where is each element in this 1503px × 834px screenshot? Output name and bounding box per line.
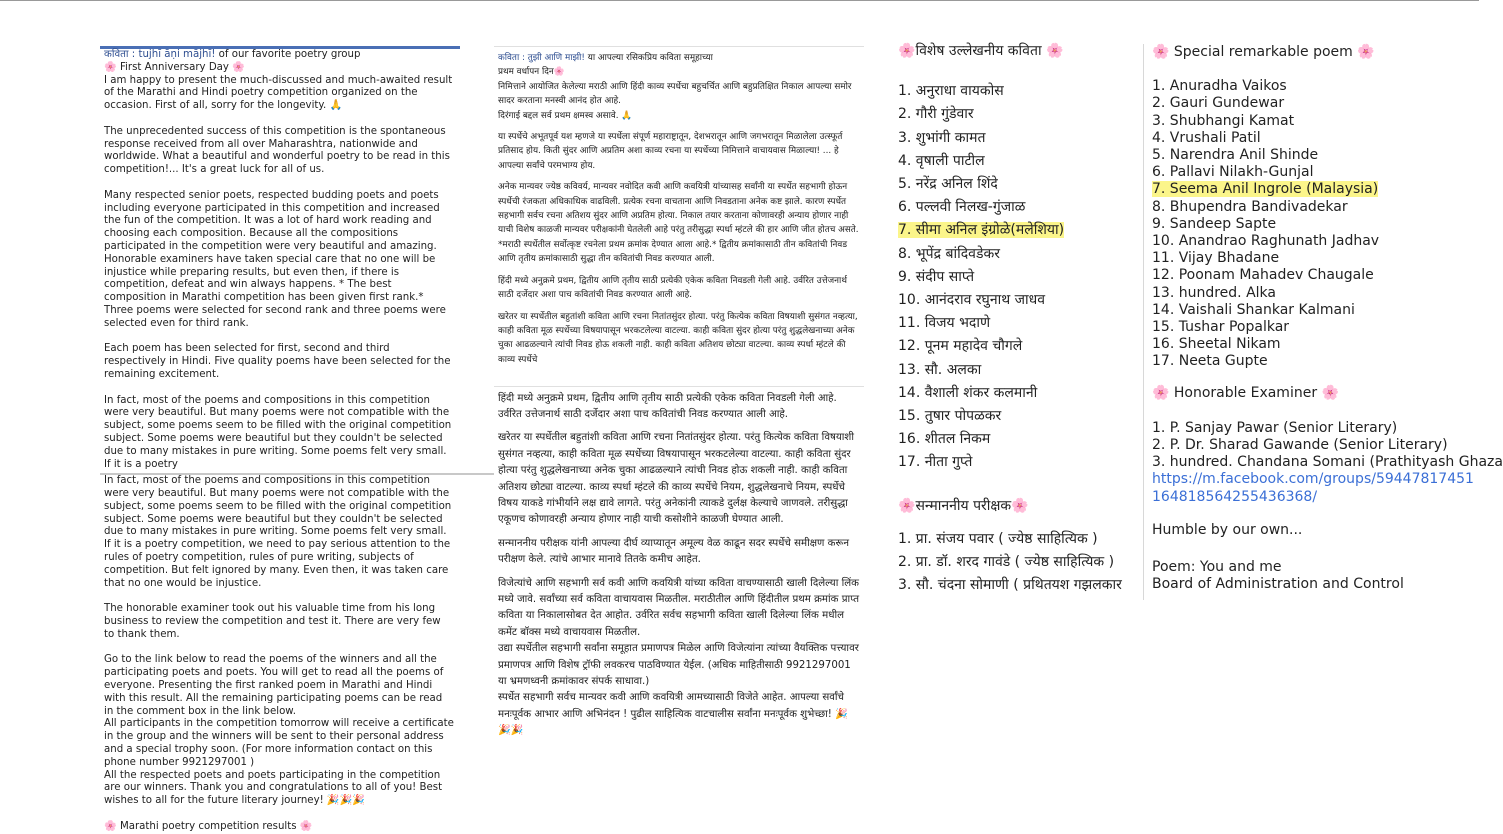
spacer <box>898 518 1138 528</box>
poet-list <box>1152 78 1479 370</box>
list-item: 1. अनुराधा वायकोस <box>898 83 1004 100</box>
marathi-winners-column <box>898 40 1138 598</box>
paragraph: उद्या स्पर्धेतील सहभागी सर्वांना समूहात प्रमाणपत्र मिळेल आणि विजेत्यांना त्यांच्या वैयक्तिक पत्त्यावर प्रमाणपत्र आणि विशेष ट्रॉफी लवकरच पाठविण्यात येईल. (अधिक माहितीसाठी 9921297001 या भ्रमणध्वनी क्रमांकावर संपर्क साधावा.) <box>498 643 859 687</box>
examiner-title <box>898 495 1138 518</box>
section-title <box>1152 44 1479 61</box>
examiner-list <box>1152 419 1503 472</box>
paragraph: The unprecedented success of this competition is the spontaneous response received from all over Maharashtra, nationwide and worldwide. What a beautiful and wonderful poetry to be read in this competition!... It's a great luck for all of us. <box>104 125 450 176</box>
list-item: 15. तुषार पोपळकर <box>898 408 1002 425</box>
anniversary-text: First Anniversary Day <box>119 61 229 73</box>
group-name-link[interactable]: कविता : तुझी आणि माझी! <box>498 53 585 63</box>
flower-icon: 🌸 <box>1357 44 1375 60</box>
list-item: 14. Vaishali Shankar Kalmani <box>1152 301 1355 318</box>
paragraph: स्पर्धेत सहभागी सर्वच मान्यवर कवी आणि कवयित्री आमच्यासाठी विजेते आहेत. आपल्या सर्वांचे मनःपूर्वक आभार आणि अभिनंदन ! पुढील साहित्यिक वाटचालीस सर्वांना मनःपूर्वक शुभेच्छा! 🎉🎉🎉 <box>498 692 848 737</box>
paragraph: हिंदी मध्ये अनुक्रमे प्रथम, द्वितीय आणि तृतीय साठी प्रत्येकी एकेक कविता निवडली गेली आहे. उर्वरित उत्तेजनार्थ साठी दर्जेदार अशा पाच कवितांची निवड करण्यात आली आहे. <box>498 392 837 420</box>
anniversary-line <box>498 65 860 79</box>
paragraph: सन्माननीय परीक्षक यांनी आपल्या दीर्घ व्याप्यातून अमूल्य वेळ काढून सदर स्पर्धेचे समीक्षण करून परीक्षण केले. त्यांचे आभार मानावे तितके कमीच आहेत. <box>498 537 850 566</box>
list-item: 10. Anandrao Raghunath Jadhav <box>1152 233 1380 250</box>
list-item: 5. नरेंद्र अनिल शिंदे <box>898 176 998 193</box>
flower-icon: 🌸 <box>1046 43 1064 59</box>
list-item: 8. Bhupendra Bandivadekar <box>1152 198 1348 215</box>
section-title-text: Special remarkable poem <box>1173 44 1353 60</box>
screenshot-seam <box>494 386 864 387</box>
flower-icon: 🌸 <box>1011 497 1029 514</box>
list-item: 12. पूनम महादेव चौगले <box>898 338 1023 355</box>
flower-icon: 🌸 <box>1321 384 1339 401</box>
board-text: Board of Administration and Control <box>1152 576 1404 593</box>
list-item: 6. Pallavi Nilakh-Gunjal <box>1152 164 1314 181</box>
list-item: 2. गौरी गुंडेवार <box>898 106 974 123</box>
post-header <box>104 49 454 62</box>
list-item: 13. सौ. अलका <box>898 361 982 378</box>
paragraph: खरेतर या स्पर्धेतील बहुतांशी कविता आणि रचना नितांतसुंदर होत्या. परंतु कित्येक कविता विषयाशी सुसंगत नव्हत्या, काही कविता मूळ स्पर्धेच्या विषयापासून भरकटलेल्या वाटल्या. काही कविता सुंदर होत्या परंतु शुद्धलेखनाच्या अनेक चुका आढळल्याने त्यांची निवड होऊ शकली नाही. काही कविता अतिशय छोट्या वाटल्या. काव्य स्पर्धा म्हंटले की काव्य स्पर्धेचे <box>498 311 858 365</box>
list-item: 15. Tushar Popalkar <box>1152 319 1290 336</box>
highlighted-name: 7. Seema Anil Ingrole (Malaysia) <box>1152 181 1379 198</box>
english-post-column <box>104 46 454 832</box>
spacer <box>898 475 1138 495</box>
list-item: 14. वैशाली शंकर कलमानी <box>898 384 1038 401</box>
list-item: 8. भूपेंद्र बांदिवडेकर <box>898 245 1000 262</box>
list-item: 1. Anuradha Vaikos <box>1152 78 1287 95</box>
examiner-list <box>898 528 1138 598</box>
paragraph: Each poem has been selected for first, second and third respectively in Hindi. Five quality poems have been selected for the remaining excitement. <box>104 343 451 380</box>
paragraph: निमित्ताने आयोजित केलेल्या मराठी आणि हिंदी काव्य स्पर्धेचा बहुचर्चित आणि बहुप्रतिक्षित निकाल आपल्या समोर सादर करताना मनस्वी आनंद होत आहे. <box>498 81 852 107</box>
list-item: 3. hundred. Chandana Somani (Prathityash Ghaza <box>1152 454 1503 471</box>
paragraph: In fact, most of the poems and compositions in this competition were very beautiful. But many poems were not compatible with the subject, some poems seem to be filled with the original competition subject. Some poems were beautiful but they couldn't be selected due to many mistakes in pure writing. Some poems felt very small. If it is a poetry competition, we need to pay serious attention to the rules of poetry competition, rules of pure writing, subjects of competition. But felt ignored by many. Even then, it was taken care that no one would be injustice. <box>104 475 452 589</box>
facebook-group-link[interactable]: https://m.facebook.com/groups/594478174511648185642554363​68/ <box>1152 471 1474 505</box>
spacer <box>1152 402 1479 420</box>
list-item: 9. Sandeep Sapte <box>1152 215 1277 232</box>
examiner-title-text: सन्माननीय परीक्षक <box>915 497 1012 514</box>
list-item: 2. प्रा. डॉ. शरद गावंडे ( ज्येष्ठ साहित्यिक ) <box>898 554 1115 571</box>
poem-text: Poem: You and me <box>1152 559 1282 576</box>
list-item: 17. नीता गुप्ते <box>898 454 973 471</box>
examiner-title <box>1152 385 1479 402</box>
paragraph: Go to the link below to read the poems of the winners and all the participating poets and poets. You will get to read all the poems of everyone. Presenting the first ranked poem in Marathi and Hindi with this result. All the remaining participating poems can be read in the comment box in the link below. <box>104 654 444 717</box>
list-item: 3. सौ. चंदना सोमाणी ( प्रथितयश गझलकार <box>898 577 1122 594</box>
list-item: 17. Neeta Gupte <box>1152 353 1268 370</box>
group-name-link[interactable]: कविता : tujhī āṇi mājhī! <box>104 49 216 60</box>
poet-list <box>898 80 1138 474</box>
paragraph-truncated <box>498 310 860 382</box>
flower-icon: 🌸 <box>1152 44 1170 60</box>
anniversary-text: प्रथम वर्धापन दिन <box>498 67 554 78</box>
list-item: 2. Gauri Gundewar <box>1152 95 1285 112</box>
highlighted-name: 7. सीमा अनिल इंग्रोळे(मलेशिया) <box>898 222 1065 239</box>
results-line <box>104 821 454 834</box>
spacer <box>1152 371 1479 385</box>
flower-icon: 🌸 <box>104 820 117 832</box>
paragraph: The honorable examiner took out his valuable time from his long business to review the competition and test it. There are very few to thank them. <box>104 603 441 640</box>
section-title-text: विशेष उल्लेखनीय कविता <box>915 43 1042 59</box>
paragraph: दिरंगाई बद्दल सर्व प्रथम क्षमस्व असावे. 🙏 <box>498 110 633 121</box>
flower-icon: 🌸 <box>232 61 245 73</box>
flower-icon: 🌸 <box>553 67 565 78</box>
paragraph: हिंदी मध्ये अनुक्रमे प्रथम, द्वितीय आणि तृतीय साठी प्रत्येकी एकेक कविता निवडली गेली आहे. उर्वरित उत्तेजनार्थ साठी दर्जेदार अशा पाच कवितांची निवड करण्यात आली आहे. <box>498 275 847 301</box>
paragraph: खरेतर या स्पर्धेतील बहुतांशी कविता आणि रचना नितांतसुंदर होत्या. परंतु कित्येक कविता विषयाशी सुसंगत नव्हत्या, काही कविता मूळ स्पर्धेच्या विषयापासून भरकटलेल्या वाटल्या. काही कविता सुंदर होत्या परंतु शुद्धलेखनाच्या अनेक चुका आढळल्याने त्यांची निवड होऊ शकली नाही. काही कविता अतिशय छोट्या वाटल्या. काव्य स्पर्धा म्हंटले की काव्य स्पर्धेचे नियम, शुद्धलेखनाचे नियम, स्पर्धेचे विषय याकडे गांभीर्याने लक्ष द्यावे लागते. परंतु अनेकांनी त्याकडे दुर्लक्ष केल्याचे जाणवले. तरीसुद्धा एकूणच कोणावरही अन्याय होणार नाही याची कसोशीने काळजी घेण्यात आली. <box>498 432 854 526</box>
flower-icon: 🌸 <box>1152 384 1170 401</box>
humble-text: Humble by our own... <box>1152 521 1303 538</box>
top-border <box>0 0 1479 1</box>
list-item: 6. पल्लवी निलख-गुंजाळ <box>898 199 1026 216</box>
paragraph: या स्पर्धेचे अभूतपूर्व यश म्हणजे या स्पर्धेला संपूर्ण महाराष्ट्रातून, देशभरातून आणि जगभरातून मिळालेला उत्स्फूर्त प्रतिसाद होय. किती सुंदर आणि अप्रतिम अशा काव्य रचना या स्पर्धेच्या निमित्ताने वाचायवास मिळाल्या! ... हे आपल्या सर्वांचे परमभाग्य होय. <box>498 132 843 171</box>
list-item: 11. Vijay Bhadane <box>1152 250 1280 267</box>
list-item: 4. Vrushali Patil <box>1152 129 1261 146</box>
english-winners-column <box>1152 44 1503 604</box>
list-item: 1. P. Sanjay Pawar (Senior Literary) <box>1152 419 1398 436</box>
list-item: 13. hundred. Alka <box>1152 284 1276 301</box>
results-text: Marathi poetry competition results <box>119 820 297 832</box>
list-item: 2. P. Dr. Sharad Gawande (Senior Literary) <box>1152 437 1448 454</box>
list-item: 12. Poonam Mahadev Chaugale <box>1152 267 1374 284</box>
paragraph: Many respected senior poets, respected budding poets and poets including everyone participated in this competition and increased the fun of the competition. It was a lot of hard work reading and choosing each composition. Because all the compositions participated in the competition were very beautiful and amazing. Honorable examiners have taken special care that no one will be injustice while preparing results, but even then, if there is competition, defeat and win always happens. * The best composition in Marathi competition has been given first rank.* Three poems were selected for second rank and three poems were selected even for third rank. <box>104 189 446 329</box>
anniversary-line <box>104 62 454 75</box>
paragraph: In fact, most of the poems and compositions in this competition were very beautiful. But many poems were not compatible with the subject, some poems seem to be filled with the original competition subject. Some poems were beautiful but they couldn't be selected due to many mistakes in pure writing. Some poems felt very small. If it is a poetry <box>104 394 452 470</box>
examiner-title-text: Honorable Examiner <box>1173 384 1318 401</box>
paragraph: अनेक मान्यवर ज्येष्ठ कविवर्य, मान्यवर नवोदित कवी आणि कवयित्री यांच्यासह सर्वांनी या स्पर्धेत सहभागी होऊन स्पर्धेची रंजकता अधिकाधिक वाढविली. प्रत्येक रचना वाचताना आणि निवडताना अनेक कष्ट झाले. कारण स्पर्धेत सहभागी सर्वच रचना अतिशय सुंदर आणि अप्रतिम होत्या. निकाल तयार करताना कोणावरही अन्याय होणार नाही याची विशेष काळजी मान्यवर परीक्षकांनी घेतलेली आहे परंतु तरीसुद्धा स्पर्धा म्हंटले की हार आणि जीत होतच असते. *मराठी स्पर्धेतील सर्वोत्कृष्ट रचनेला प्रथम क्रमांक देण्यात आला आहे.* द्वितीय क्रमांकासाठी तीन कवितांची निवड आणि तृतीय क्रमांकासाठी सुद्धा तीन कवितांची निवड करण्यात आली. <box>498 182 859 265</box>
list-item: 3. Shubhangi Kamat <box>1152 112 1295 129</box>
flower-icon: 🌸 <box>104 61 117 73</box>
list-item: 9. संदीप साप्ते <box>898 268 975 285</box>
list-item: 1. प्रा. संजय पवार ( ज्येष्ठ साहित्यिक ) <box>898 530 1098 547</box>
list-item: 10. आनंदराव रघुनाथ जाधव <box>898 292 1046 309</box>
flower-icon: 🌸 <box>898 497 916 514</box>
list-item: 11. विजय भदाणे <box>898 315 991 332</box>
paragraph: विजेत्यांचे आणि सहभागी सर्व कवी आणि कवयित्री यांच्या कविता वाचण्यासाठी खाली दिलेल्या लिंक मध्ये जावे. सर्वांच्या सर्व कविता वाचायवास मिळतील. मराठीतील आणि हिंदीतील प्रथम क्रमांक प्राप्त कविता या निकालासोबत देत आहोत. उर्वरित सर्वच सहभागी कविता खाली दिलेल्या लिंक मधील कमेंट बॉक्स मध्ये वाचायवास मिळतील. <box>498 577 860 638</box>
section-title <box>898 40 1138 63</box>
list-item-highlighted <box>1152 181 1479 198</box>
marathi-post-column <box>498 46 860 821</box>
list-item: 4. वृषाली पाटील <box>898 152 985 169</box>
list-item: 16. Sheetal Nikam <box>1152 336 1281 353</box>
post-top-line <box>494 46 864 47</box>
flower-icon: 🌸 <box>898 43 916 59</box>
list-item: 3. शुभांगी कामत <box>898 129 986 146</box>
paragraph: I am happy to present the much-discussed and much-awaited result of the Marathi and Hindi poetry competition organized on the occasion. First of all, sorry for the longevity. 🙏 <box>104 74 453 112</box>
header-text: of our favorite poetry group <box>215 49 361 60</box>
header-text: या आपल्या रसिकप्रिय कविता समूहाच्या <box>584 53 713 63</box>
paragraph: All the respected poets and poets participating in the competition are our winners. Thank you and congratulations to all of you! Best wishes to all for the future literary journey! 🎉🎉🎉 <box>104 769 443 807</box>
column-divider <box>1143 44 1144 600</box>
flower-icon: 🌸 <box>299 820 313 832</box>
list-item: 5. Narendra Anil Shinde <box>1152 147 1319 164</box>
spacer <box>1152 539 1479 559</box>
spacer <box>1152 506 1479 522</box>
paragraph: All participants in the competition tomorrow will receive a certificate in the group and the winners will be sent to their personal address and a special trophy soon. (For more information contact on this phone number 9921297001 ) <box>104 718 454 768</box>
list-item-highlighted <box>898 219 1138 242</box>
list-item: 16. शीतल निकम <box>898 431 991 448</box>
post-header <box>498 51 860 65</box>
